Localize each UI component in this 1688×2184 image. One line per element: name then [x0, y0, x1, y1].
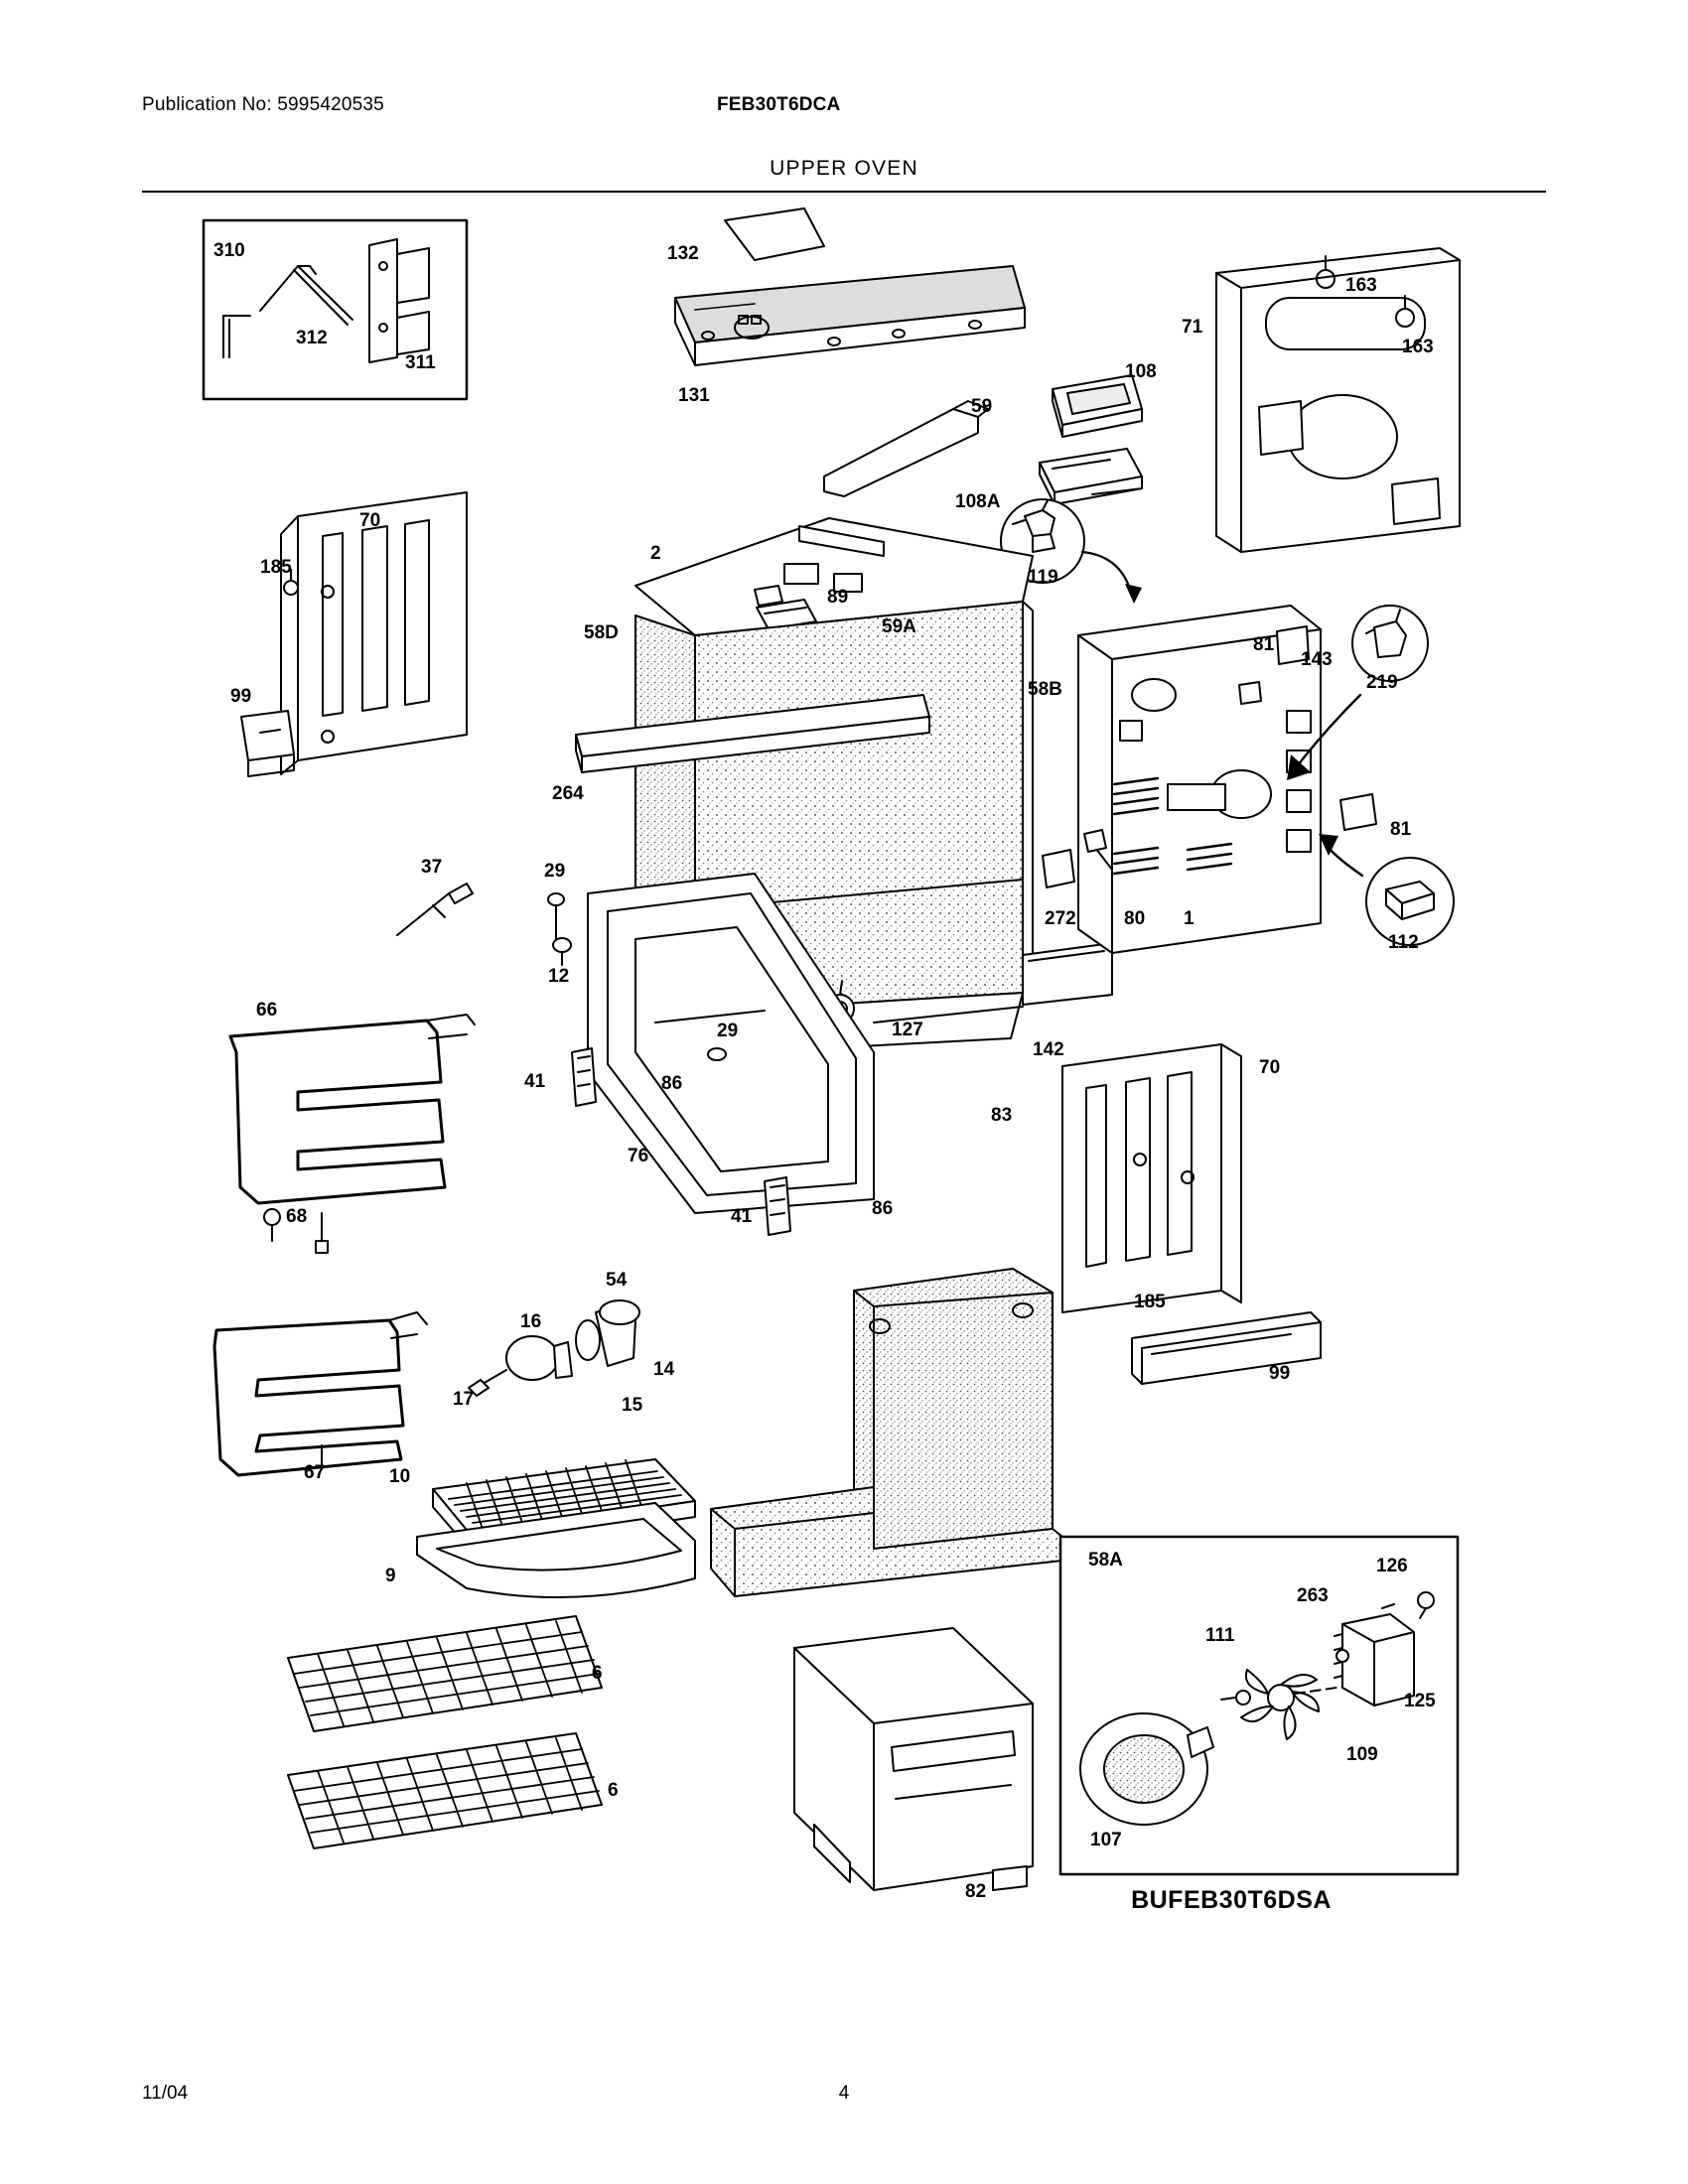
callout-label: 12	[548, 966, 570, 987]
callout-label: 81	[1253, 634, 1275, 655]
callout-label: 10	[389, 1466, 411, 1487]
callout-label: 185	[260, 557, 292, 578]
footer-date: 11/04	[142, 2083, 189, 2104]
page-title: UPPER OVEN	[770, 157, 918, 180]
callout-label: 127	[892, 1020, 923, 1040]
callout-label: 66	[256, 1000, 278, 1021]
callout-label: 81	[1390, 819, 1412, 840]
callout-label: 83	[991, 1105, 1013, 1126]
callout-label: 272	[1045, 908, 1076, 929]
callout-label: 219	[1366, 672, 1398, 693]
model-number: FEB30T6DCA	[717, 94, 841, 115]
callout-label: 107	[1090, 1830, 1122, 1850]
callout-label: 17	[453, 1389, 475, 1410]
callout-label: 163	[1402, 337, 1434, 357]
callout-label: 108	[1125, 361, 1157, 382]
callout-label: 109	[1346, 1744, 1378, 1765]
callout-label: 2	[650, 543, 661, 564]
callout-label: 67	[304, 1462, 326, 1483]
callout-label: 111	[1205, 1625, 1235, 1646]
callout-label: 86	[661, 1073, 683, 1094]
callout-label: 6	[608, 1780, 619, 1801]
footer-page-number: 4	[838, 2083, 850, 2104]
callout-label: 163	[1345, 275, 1377, 296]
callout-label: 131	[678, 385, 710, 406]
callout-label: 312	[296, 328, 328, 348]
callout-label: 70	[1259, 1057, 1281, 1078]
callout-label: 108A	[955, 491, 1001, 512]
callout-label: 58A	[1088, 1550, 1123, 1570]
callout-label: 58D	[584, 622, 619, 643]
callout-label: 311	[405, 352, 436, 373]
subassembly-code: BUFEB30T6DSA	[1131, 1886, 1332, 1914]
callout-label: 41	[524, 1071, 546, 1092]
callout-label: 29	[717, 1021, 739, 1041]
callout-label: 41	[731, 1206, 753, 1227]
callout-label: 142	[1033, 1039, 1064, 1060]
callout-label: 119	[1028, 567, 1058, 588]
callout-label: 82	[965, 1881, 987, 1902]
callout-label: 14	[653, 1359, 675, 1380]
callout-label: 70	[359, 510, 381, 531]
publication-number: Publication No: 5995420535	[142, 94, 384, 115]
callout-label: 71	[1182, 317, 1203, 338]
callout-label: 29	[544, 861, 566, 882]
callout-label: 68	[286, 1206, 308, 1227]
callout-label: 126	[1376, 1556, 1408, 1576]
callout-label: 263	[1297, 1585, 1329, 1606]
callout-label: 9	[385, 1566, 396, 1586]
callout-label: 264	[552, 783, 584, 804]
callout-label: 86	[872, 1198, 894, 1219]
callout-label: 6	[592, 1663, 603, 1684]
callout-label: 37	[421, 857, 443, 878]
callout-label: 125	[1404, 1691, 1436, 1711]
callout-label: 58B	[1028, 679, 1062, 700]
callout-label: 132	[667, 243, 699, 264]
callout-label: 143	[1301, 649, 1333, 670]
callout-label: 16	[520, 1311, 542, 1332]
callout-label: 185	[1134, 1292, 1166, 1312]
callout-label: 1	[1184, 908, 1195, 929]
callout-label: 76	[628, 1146, 649, 1166]
callout-label: 59A	[882, 616, 916, 637]
callout-label: 59	[971, 396, 993, 417]
callout-label: 112	[1388, 932, 1419, 953]
callout-label: 99	[1269, 1363, 1291, 1384]
callout-label: 99	[230, 686, 252, 707]
callout-label: 89	[827, 587, 849, 608]
callout-label: 310	[213, 240, 245, 261]
callout-label: 80	[1124, 908, 1146, 929]
callout-label: 54	[606, 1270, 628, 1291]
callout-label: 15	[622, 1395, 643, 1416]
